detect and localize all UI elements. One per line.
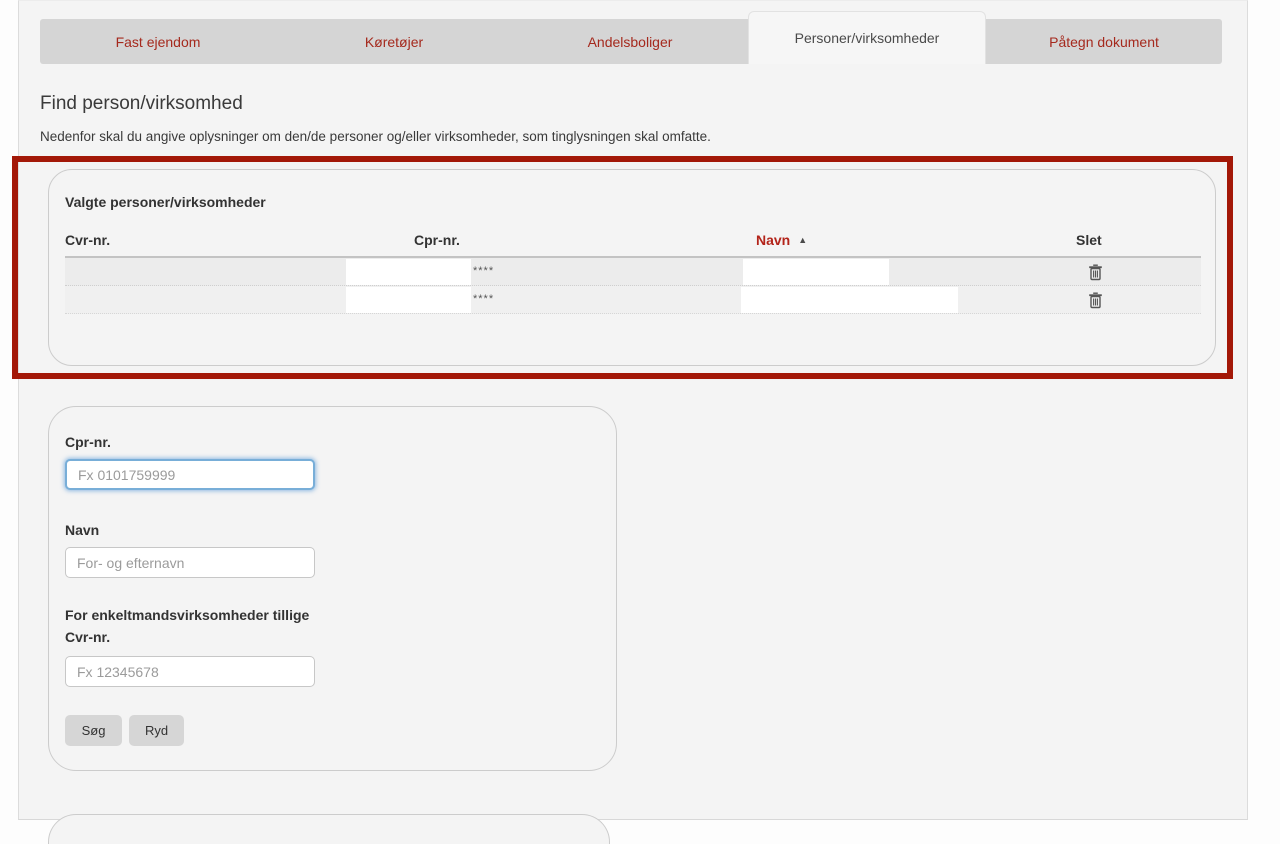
main-content-area — [18, 0, 1248, 820]
table-header-row — [65, 232, 1201, 256]
cvr-input[interactable] — [65, 656, 315, 687]
redacted-navn-value — [743, 259, 889, 285]
tab-bar — [40, 19, 1222, 64]
delete-row-button[interactable] — [1084, 290, 1106, 310]
cpr-mask-text: **** — [473, 265, 495, 277]
cpr-input[interactable] — [65, 459, 315, 490]
tab-pategn-dokument[interactable]: Påtegn dokument — [1049, 33, 1159, 50]
next-panel-partial — [48, 814, 610, 844]
page-title: Find person/virksomhed — [40, 93, 243, 114]
clear-button[interactable]: Ryd — [129, 715, 184, 746]
trash-icon — [1088, 263, 1103, 281]
navn-label: Navn — [65, 522, 100, 538]
tab-personer-virksomheder[interactable]: Personer/virksomheder — [748, 11, 986, 64]
cpr-mask-text: **** — [473, 293, 495, 305]
selected-persons-title: Valgte personer/virksomheder — [65, 194, 266, 210]
tab-andelsboliger[interactable]: Andelsboliger — [587, 33, 673, 50]
search-form-panel — [48, 406, 617, 771]
column-header-navn-sort[interactable] — [756, 232, 807, 248]
page-description: Nedenfor skal du angive oplysninger om den/de personer og/eller virksomheder, som tinglysningen skal omfatte. — [40, 129, 711, 144]
delete-row-button[interactable] — [1084, 262, 1106, 282]
cpr-label: Cpr-nr. — [65, 434, 111, 450]
column-header-navn-label: Navn — [756, 232, 791, 248]
tab-koretojer[interactable]: Køretøjer — [364, 33, 424, 50]
selected-persons-panel — [48, 169, 1216, 366]
search-button[interactable]: Søg — [65, 715, 122, 746]
sort-ascending-icon: ▲ — [798, 235, 808, 245]
column-header-slet: Slet — [1076, 232, 1102, 248]
tab-fast-ejendom[interactable]: Fast ejendom — [115, 33, 201, 50]
redacted-navn-value — [741, 287, 958, 313]
column-header-cvr: Cvr-nr. — [65, 232, 111, 248]
redacted-cpr-value — [346, 287, 471, 313]
table-row — [65, 258, 1201, 286]
cvr-label: For enkeltmandsvirksomheder tillige Cvr-nr. — [65, 607, 310, 645]
table-row — [65, 286, 1201, 314]
redacted-cpr-value — [346, 259, 471, 285]
trash-icon — [1088, 291, 1103, 309]
navn-input[interactable] — [65, 547, 315, 578]
column-header-cpr: Cpr-nr. — [414, 232, 460, 248]
